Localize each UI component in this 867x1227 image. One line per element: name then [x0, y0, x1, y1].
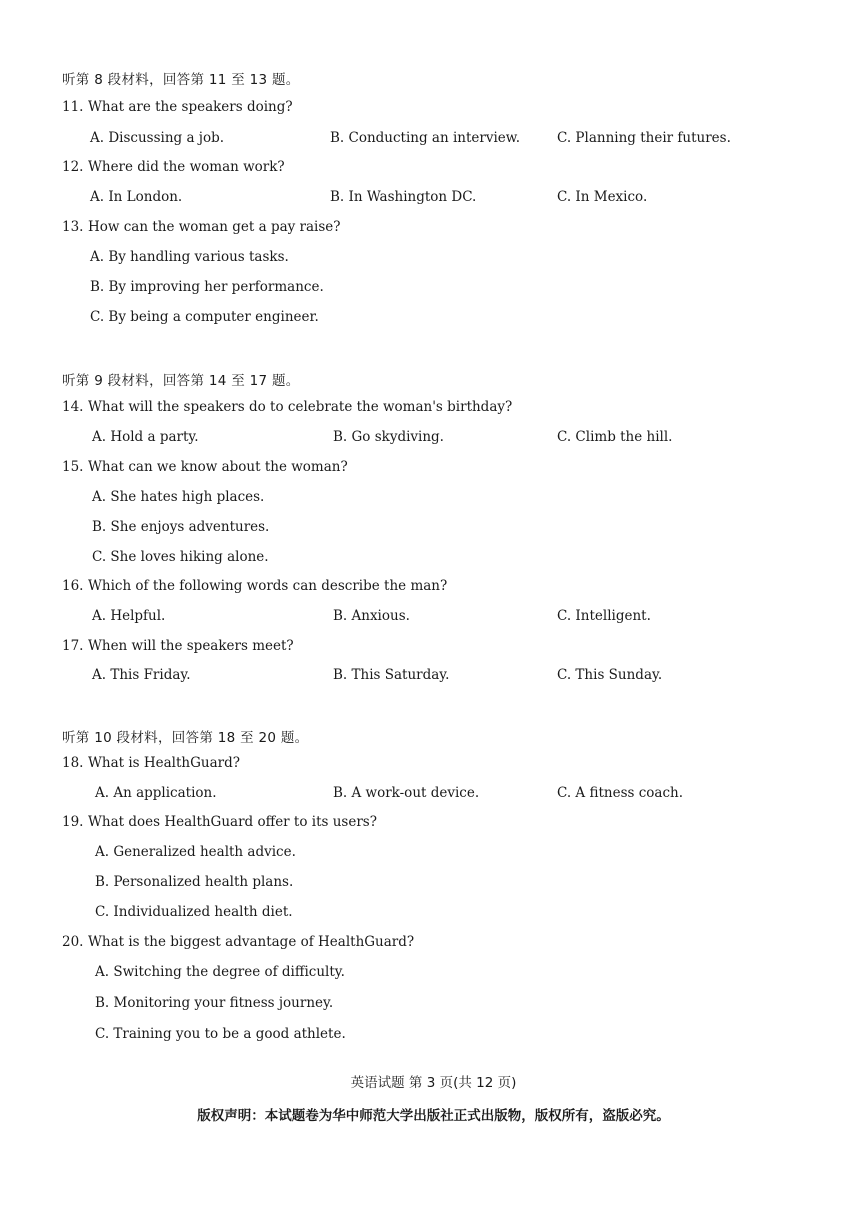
option-20-b: B. Monitoring your fitness journey.: [95, 995, 334, 1011]
option-17-b: B. This Saturday.: [333, 667, 450, 683]
option-19-b: B. Personalized health plans.: [95, 874, 294, 890]
option-15-c: C. She loves hiking alone.: [92, 549, 269, 565]
question-text: What does HealthGuard offer to its users?: [88, 814, 377, 830]
question-text: What are the speakers doing?: [88, 99, 293, 115]
option-14-a: A. Hold a party.: [92, 429, 199, 445]
option-13-b: B. By improving her performance.: [90, 279, 324, 295]
question-text: What is HealthGuard?: [88, 755, 240, 771]
option-20-c: C. Training you to be a good athlete.: [95, 1026, 346, 1042]
option-14-c: C. Climb the hill.: [557, 429, 673, 445]
question-text: Where did the woman work?: [88, 159, 285, 175]
question-20: [62, 934, 414, 950]
option-18-b: B. A work-out device.: [333, 785, 480, 801]
option-17-c: C. This Sunday.: [557, 667, 663, 683]
option-15-b: B. She enjoys adventures.: [92, 519, 270, 535]
question-number: 19.: [62, 814, 84, 830]
question-12: [62, 159, 285, 175]
question-text: Which of the following words can describe the man?: [88, 578, 448, 594]
question-number: 12.: [62, 159, 84, 175]
section-header-8: 听第 8 段材料，回答第 11 至 13 题。: [62, 72, 300, 88]
option-18-a: A. An application.: [95, 785, 217, 801]
option-12-b: B. In Washington DC.: [330, 189, 477, 205]
copyright-notice: 版权声明：本试题卷为华中师范大学出版社正式出版物，版权所有，盗版必究。: [197, 1108, 670, 1124]
option-19-c: C. Individualized health diet.: [95, 904, 293, 920]
option-11-b: B. Conducting an interview.: [330, 130, 521, 146]
option-12-c: C. In Mexico.: [557, 189, 648, 205]
option-11-a: A. Discussing a job.: [90, 130, 225, 146]
question-13: [62, 219, 341, 235]
page-footer: 英语试题 第 3 页(共 12 页): [350, 1075, 517, 1091]
option-15-a: A. She hates high places.: [92, 489, 265, 505]
option-16-a: A. Helpful.: [92, 608, 166, 624]
question-15: [62, 459, 348, 475]
option-12-a: A. In London.: [90, 189, 183, 205]
option-17-a: A. This Friday.: [92, 667, 191, 683]
question-number: 15.: [62, 459, 84, 475]
question-17: [62, 638, 294, 654]
question-number: 18.: [62, 755, 84, 771]
section-header-9: 听第 9 段材料，回答第 14 至 17 题。: [62, 373, 300, 389]
option-13-c: C. By being a computer engineer.: [90, 309, 319, 325]
question-number: 14.: [62, 399, 84, 415]
option-16-c: C. Intelligent.: [557, 608, 651, 624]
option-11-c: C. Planning their futures.: [557, 130, 731, 146]
question-14: [62, 399, 512, 415]
option-14-b: B. Go skydiving.: [333, 429, 444, 445]
option-13-a: A. By handling various tasks.: [90, 249, 289, 265]
question-number: 17.: [62, 638, 84, 654]
section-header-10: 听第 10 段材料，回答第 18 至 20 题。: [62, 730, 309, 746]
question-number: 11.: [62, 99, 84, 115]
question-number: 16.: [62, 578, 84, 594]
question-text: When will the speakers meet?: [88, 638, 294, 654]
option-20-a: A. Switching the degree of difficulty.: [95, 964, 345, 980]
option-18-c: C. A fitness coach.: [557, 785, 684, 801]
question-16: [62, 578, 447, 594]
question-number: 20.: [62, 934, 84, 950]
option-19-a: A. Generalized health advice.: [95, 844, 296, 860]
question-text: What can we know about the woman?: [88, 459, 348, 475]
question-11: [62, 99, 293, 115]
question-text: What is the biggest advantage of HealthGuard?: [88, 934, 415, 950]
question-18: [62, 755, 240, 771]
question-text: How can the woman get a pay raise?: [88, 219, 341, 235]
question-number: 13.: [62, 219, 84, 235]
option-16-b: B. Anxious.: [333, 608, 410, 624]
question-text: What will the speakers do to celebrate the woman's birthday?: [88, 399, 513, 415]
question-19: [62, 814, 377, 830]
